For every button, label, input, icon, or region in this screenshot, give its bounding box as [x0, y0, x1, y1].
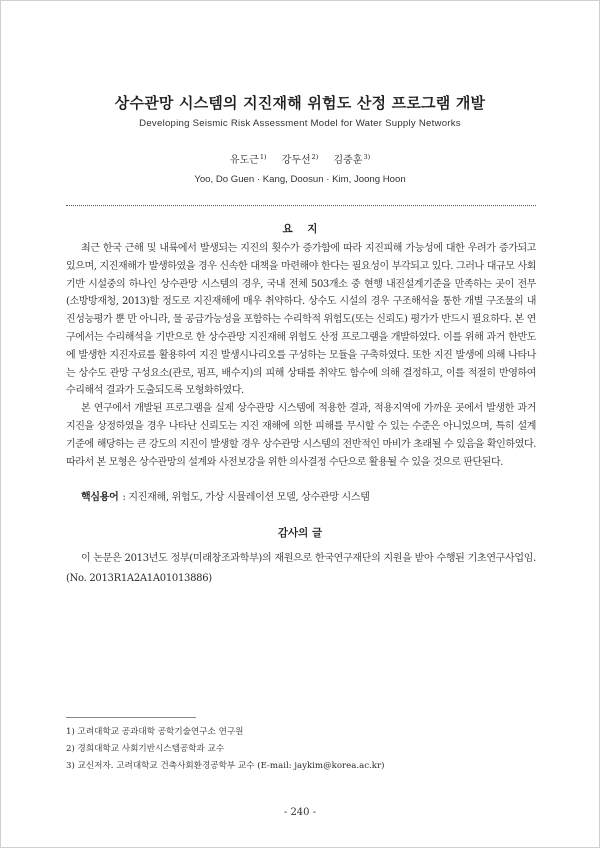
abstract-paragraph-1: 최근 한국 근해 및 내륙에서 발생되는 지진의 횟수가 증가함에 따라 지진피해 가능성에 대한 우려가 증가되고 있으며, 지진재해가 발생하였을 경우 신속한 대책을 마련해야 한다는 필요성이 부각되고 있다. 그러나 대규모 사회기반 시설중의 하나인 상수관망 시스템의 경우, 국내 전체 503개소 중 현행 내진설계기준을 만족하는 곳이 전무(소방방재청, 2013)할 정도로 지진재해에 매우 취약하다. 상수도 시설의 경우 구조해석을 통한 개별 구조물의 내진성능평가 뿐 만 아니라, 물 공급가능성을 포함하는 수리학적 위험도(또는 신뢰도) 평가가 반드시 필요하다. 본 연구에서는 수리해석을 기반으로 한 상수관망 지진재해 위험도 산정 프로그램을 개발하였다. 이를 위해 과거 한반도에 발생한 지진자료를 활용하여 지진 발생시나리오를 구성하는 모듈을 구축하였다. 또한 지진 발생에 의해 나타나는 상수도 관망 구성요소(관로, 펌프, 배수지)의 피해 상태를 취약도 함수에 의해 결정하고, 이를 적절히 반영하여 수리해석 결과가 도출되도록 모형화하였다. — [66, 243, 536, 397]
header-divider — [66, 205, 536, 206]
footnote-divider — [66, 717, 196, 718]
author-name: 김중훈 — [333, 155, 363, 166]
author-footnote-marker: 3) — [363, 153, 371, 161]
authors-english: Yoo, Do Guen · Kang, Doosun · Kim, Joong Hoon — [194, 174, 406, 185]
keywords-list: : 지진재해, 위험도, 가상 시뮬레이션 모델, 상수관망 시스템 — [122, 492, 370, 503]
page-number: - 240 - — [283, 807, 317, 818]
author-footnote-marker: 2) — [311, 153, 319, 161]
author-name: 강두선 — [281, 155, 311, 166]
paper-title: 상수관망 시스템의 지진재해 위험도 산정 프로그램 개발 — [114, 94, 486, 112]
footnotes — [66, 724, 536, 775]
footnote-2: 2) 경희대학교 사회기반시스템공학과 교수 — [66, 744, 225, 754]
footnote-1: 1) 고려대학교 공과대학 공학기술연구소 연구원 — [66, 727, 244, 737]
author-3 — [334, 155, 371, 166]
paper-subtitle-english: Developing Seismic Risk Assessment Model for Water Supply Networks — [139, 118, 461, 129]
acknowledgement-text: 이 논문은 2013년도 정부(미래창조과학부)의 재원으로 한국연구재단의 지원을 받아 수행된 기초연구사업임. (No. 2013R1A2A1A01013886) — [66, 553, 536, 584]
abstract-body — [66, 240, 536, 471]
footnote-3: 3) 교신저자. 고려대학교 건축사회환경공학부 교수 (E-mail: jaykim@korea.ac.kr) — [66, 761, 385, 771]
author-1 — [230, 155, 267, 166]
keywords-line — [81, 489, 536, 506]
authors-korean — [1, 153, 599, 169]
author-footnote-marker: 1) — [259, 153, 267, 161]
keywords-label: 핵심용어 — [81, 492, 119, 503]
author-name: 유도근 — [229, 155, 259, 166]
acknowledgement-heading: 감사의 글 — [277, 527, 323, 539]
abstract-heading: 요 지 — [282, 223, 318, 235]
author-2 — [282, 155, 319, 166]
abstract-paragraph-2: 본 연구에서 개발된 프로그램을 실제 상수관망 시스템에 적용한 결과, 적용지역에 가까운 곳에서 발생한 과거 지진을 상정하였을 경우 나타난 신뢰도는 지진 재해에 의한 피해를 무시할 수 있는 수준은 아니었으며, 특히 설계 기준에 해당하는 큰 강도의 지진이 발생할 경우 상수관망 시스템의 전반적인 마비가 초래될 수 있음을 확인하였다. 따라서 본 모형은 상수관망의 설계와 사전보강을 위한 의사결정 수단으로 활용될 수 있을 것으로 판단된다. — [66, 403, 536, 468]
